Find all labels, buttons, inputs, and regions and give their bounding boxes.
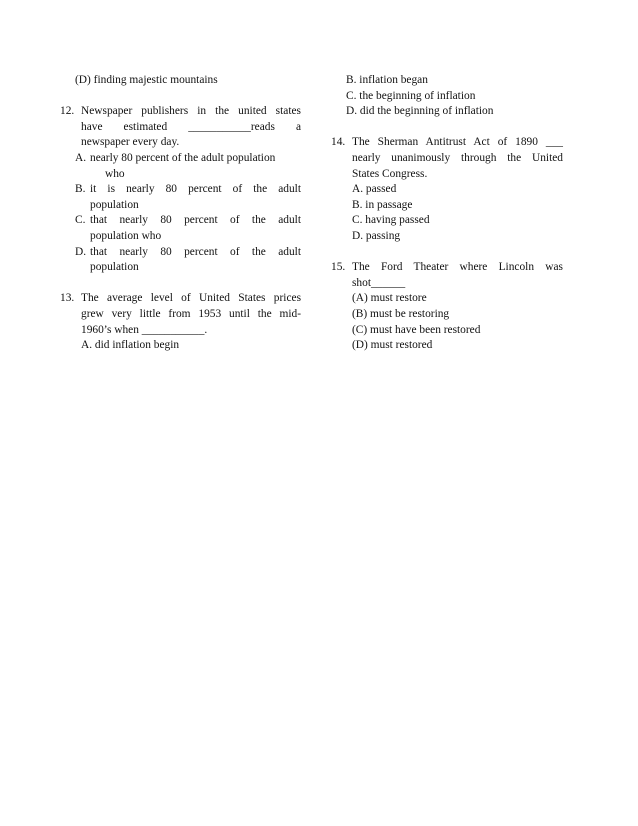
option-label: B. <box>75 183 86 196</box>
q14-option-c: C. having passed <box>352 214 430 227</box>
question-text-line: The Sherman Antitrust Act of 1890 ___ <box>352 136 563 149</box>
q11-option-d: (D) finding majestic mountains <box>75 74 218 86</box>
option-text: nearly 80 percent of the adult population <box>90 151 276 164</box>
spacer <box>331 120 563 136</box>
q15-option-d: (D) must restored <box>352 339 433 352</box>
q12-option-d <box>60 245 301 276</box>
question-number: 12. <box>60 105 75 118</box>
option-text: it is nearly 80 percent of the adult <box>90 183 301 196</box>
option-label: C. <box>75 214 86 227</box>
question-number: 14. <box>331 136 346 149</box>
question-15 <box>331 260 563 354</box>
question-text-line: newspaper every day. <box>81 136 180 149</box>
q12-option-a <box>60 151 301 182</box>
question-14 <box>331 135 563 244</box>
question-number: 15. <box>331 261 346 274</box>
q15-option-a: (A) must restore <box>352 292 427 305</box>
q14-option-b: B. in passage <box>352 198 413 211</box>
option-text: that nearly 80 percent of the adult <box>90 245 301 258</box>
option-text: population <box>90 198 139 211</box>
q12-option-b <box>60 182 301 213</box>
question-text-line: The Ford Theater where Lincoln was <box>352 261 563 274</box>
q15-option-b: (B) must be restoring <box>352 307 450 320</box>
question-text-line: Newspaper publishers in the united states <box>81 105 301 118</box>
q13-option-a: A. did inflation begin <box>81 339 180 352</box>
question-text-line: nearly unanimously through the United <box>352 151 563 164</box>
right-column <box>331 73 563 354</box>
question-text-line: 1960’s when ___________. <box>81 323 208 336</box>
question-text-line: shot______ <box>352 276 406 289</box>
q14-option-a: A. passed <box>352 183 397 196</box>
left-column <box>60 73 301 354</box>
question-text-line: The average level of United States prices <box>81 292 301 305</box>
option-label: A. <box>75 151 87 164</box>
option-text: population <box>90 261 139 274</box>
q12-option-c <box>60 213 301 244</box>
option-label: D. <box>75 245 87 258</box>
spacer <box>60 276 301 292</box>
q13-option-d: D. did the beginning of inflation <box>346 105 494 118</box>
option-text: population who <box>90 229 162 242</box>
question-text-line: States Congress. <box>352 167 428 180</box>
q13-option-c: C. the beginning of inflation <box>346 89 476 102</box>
question-12 <box>60 104 301 151</box>
question-number: 13. <box>60 292 75 305</box>
question-text-line: have estimated ___________reads a <box>81 120 301 133</box>
option-text: who <box>105 167 125 180</box>
spacer <box>60 89 301 105</box>
q13-option-b: B. inflation began <box>346 74 428 86</box>
q14-option-d: D. passing <box>352 229 401 242</box>
option-text: that nearly 80 percent of the adult <box>90 214 301 227</box>
question-13 <box>60 291 301 353</box>
question-text-line: grew very little from 1953 until the mid- <box>81 307 301 320</box>
spacer <box>331 245 563 261</box>
q15-option-c: (C) must have been restored <box>352 323 481 336</box>
